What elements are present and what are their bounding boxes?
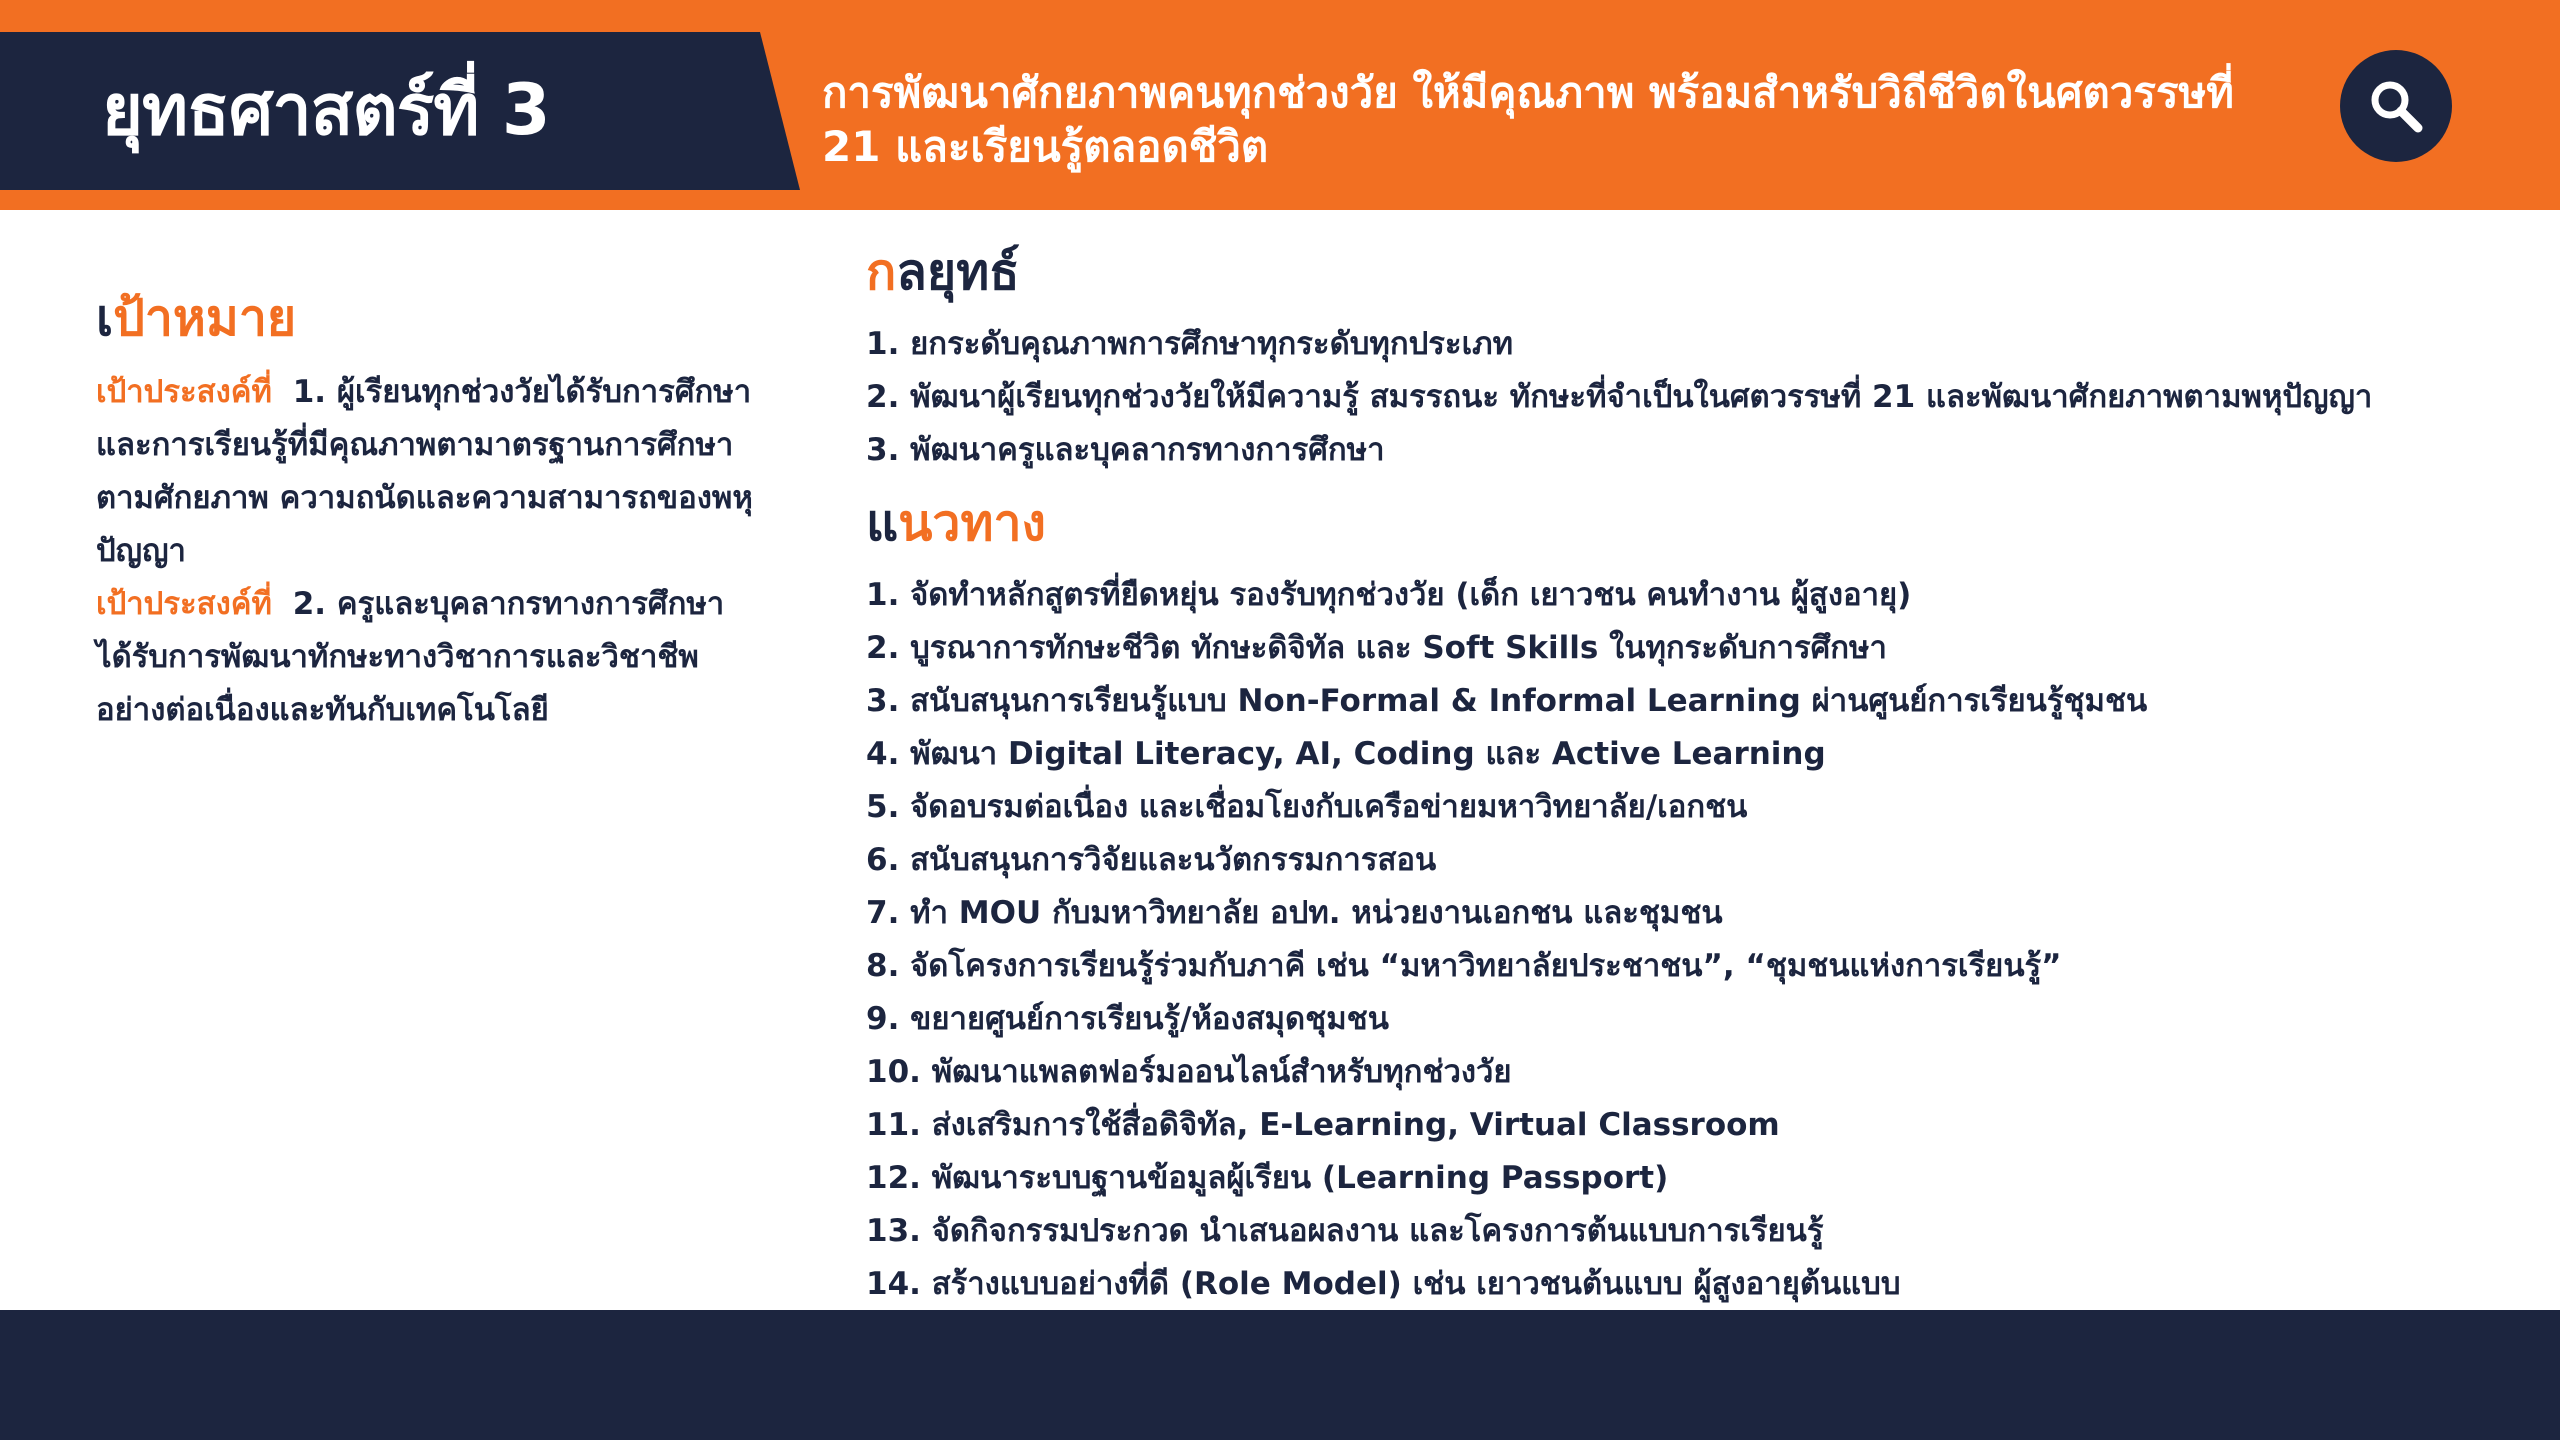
goal-text: 2. ครูและบุคลากรทางการศึกษาได้รับการพัฒนาทักษะทางวิชาการและวิชาชีพอย่างต่อเนื่องและทันกับเทคโนโลยี [96, 586, 725, 728]
list-item: 12. พัฒนาระบบฐานข้อมูลผู้เรียน (Learning Passport) [866, 1160, 1669, 1196]
list-item: 13. จัดกิจกรรมประกวด นำเสนอผลงาน และโครงการต้นแบบการเรียนรู้ [866, 1213, 1824, 1249]
goals-section [96, 286, 756, 737]
footer-bar [0, 1310, 2560, 1440]
goal-paragraph [96, 366, 756, 737]
list-item: 7. ทำ MOU กับมหาวิทยาลัย อปท. หน่วยงานเอกชน และชุมชน [866, 895, 1723, 931]
goal-item [96, 578, 756, 737]
list-item: 4. พัฒนา Digital Literacy, AI, Coding และ Active Learning [866, 736, 1826, 772]
list-item: 11. ส่งเสริมการใช้สื่อดิจิทัล, E-Learning, Virtual Classroom [866, 1107, 1780, 1143]
list-item: 3. สนับสนุนการเรียนรู้แบบ Non-Formal & Informal Learning ผ่านศูนย์การเรียนรู้ชุมชน [866, 683, 2148, 719]
page-title: ยุทธศาสตร์ที่ 3 [102, 68, 550, 151]
list-item: 10. พัฒนาแพลตฟอร์มออนไลน์สำหรับทุกช่วงวัย [866, 1054, 1512, 1090]
list-item: 3. พัฒนาครูและบุคลากรทางการศึกษา [866, 432, 1385, 468]
search-button[interactable] [2340, 50, 2452, 162]
guidelines-heading-first: แ [866, 494, 899, 552]
list-item: 5. จัดอบรมต่อเนื่อง และเชื่อมโยงกับเครือข่ายมหาวิทยาลัย/เอกชน [866, 789, 1748, 825]
guidelines-heading [866, 491, 2506, 555]
strategies-heading [866, 240, 2506, 304]
list-item: 8. จัดโครงการเรียนรู้ร่วมกับภาคี เช่น “มหาวิทยาลัยประชาชน”, “ชุมชนแห่งการเรียนรู้” [866, 948, 2062, 984]
strategies-heading-first: ก [866, 243, 897, 301]
strategies-heading-rest: ลยุทธ์ [896, 243, 1020, 301]
list-item: 1. จัดทำหลักสูตรที่ยืดหยุ่น รองรับทุกช่วงวัย (เด็ก เยาวชน คนทำงาน ผู้สูงอายุ) [866, 577, 1912, 613]
goal-item [96, 366, 756, 578]
guidelines-heading-rest: นวทาง [898, 494, 1046, 552]
goals-heading-rest: ป้าหมาย [113, 289, 297, 347]
list-item: 1. ยกระดับคุณภาพการศึกษาทุกระดับทุกประเภท [866, 326, 1514, 362]
goals-heading-first: เ [96, 289, 114, 347]
list-item: 14. สร้างแบบอย่างที่ดี (Role Model) เช่น เยาวชนต้นแบบ ผู้สูงอายุต้นแบบ [866, 1266, 1901, 1302]
list-item: 2. พัฒนาผู้เรียนทุกช่วงวัยให้มีความรู้ สมรรถนะ ทักษะที่จำเป็นในศตวรรษที่ 21 และพัฒนาศักยภาพตามพหุปัญญา [866, 379, 2373, 415]
strategy-section [866, 240, 2506, 1325]
goals-heading [96, 286, 756, 350]
list-item: 2. บูรณาการทักษะชีวิต ทักษะดิจิทัล และ Soft Skills ในทุกระดับการศึกษา [866, 630, 1887, 666]
page-subtitle: การพัฒนาศักยภาพคนทุกช่วงวัย ให้มีคุณภาพ พร้อมสำหรับวิถีชีวิตในศตวรรษที่ 21 และเรียนรู้ตลอดชีวิต [822, 68, 2234, 171]
list-item: 6. สนับสนุนการวิจัยและนวัตกรรมการสอน [866, 842, 1437, 878]
list-item: 9. ขยายศูนย์การเรียนรู้/ห้องสมุดชุมชน [866, 1001, 1389, 1037]
goal-label: เป้าประสงค์ที่ [96, 374, 272, 410]
goal-label: เป้าประสงค์ที่ [96, 586, 272, 622]
header-bar [0, 0, 2560, 210]
search-icon [2366, 76, 2426, 136]
guidelines-list [866, 569, 2506, 1311]
goal-text: 1. ผู้เรียนทุกช่วงวัยได้รับการศึกษาและการเรียนรู้ที่มีคุณภาพตามาตรฐานการศึกษา ตามศักยภาพ ความถนัดและความสามารถของพหุปัญญา [96, 374, 753, 569]
strategies-list [866, 318, 2506, 477]
